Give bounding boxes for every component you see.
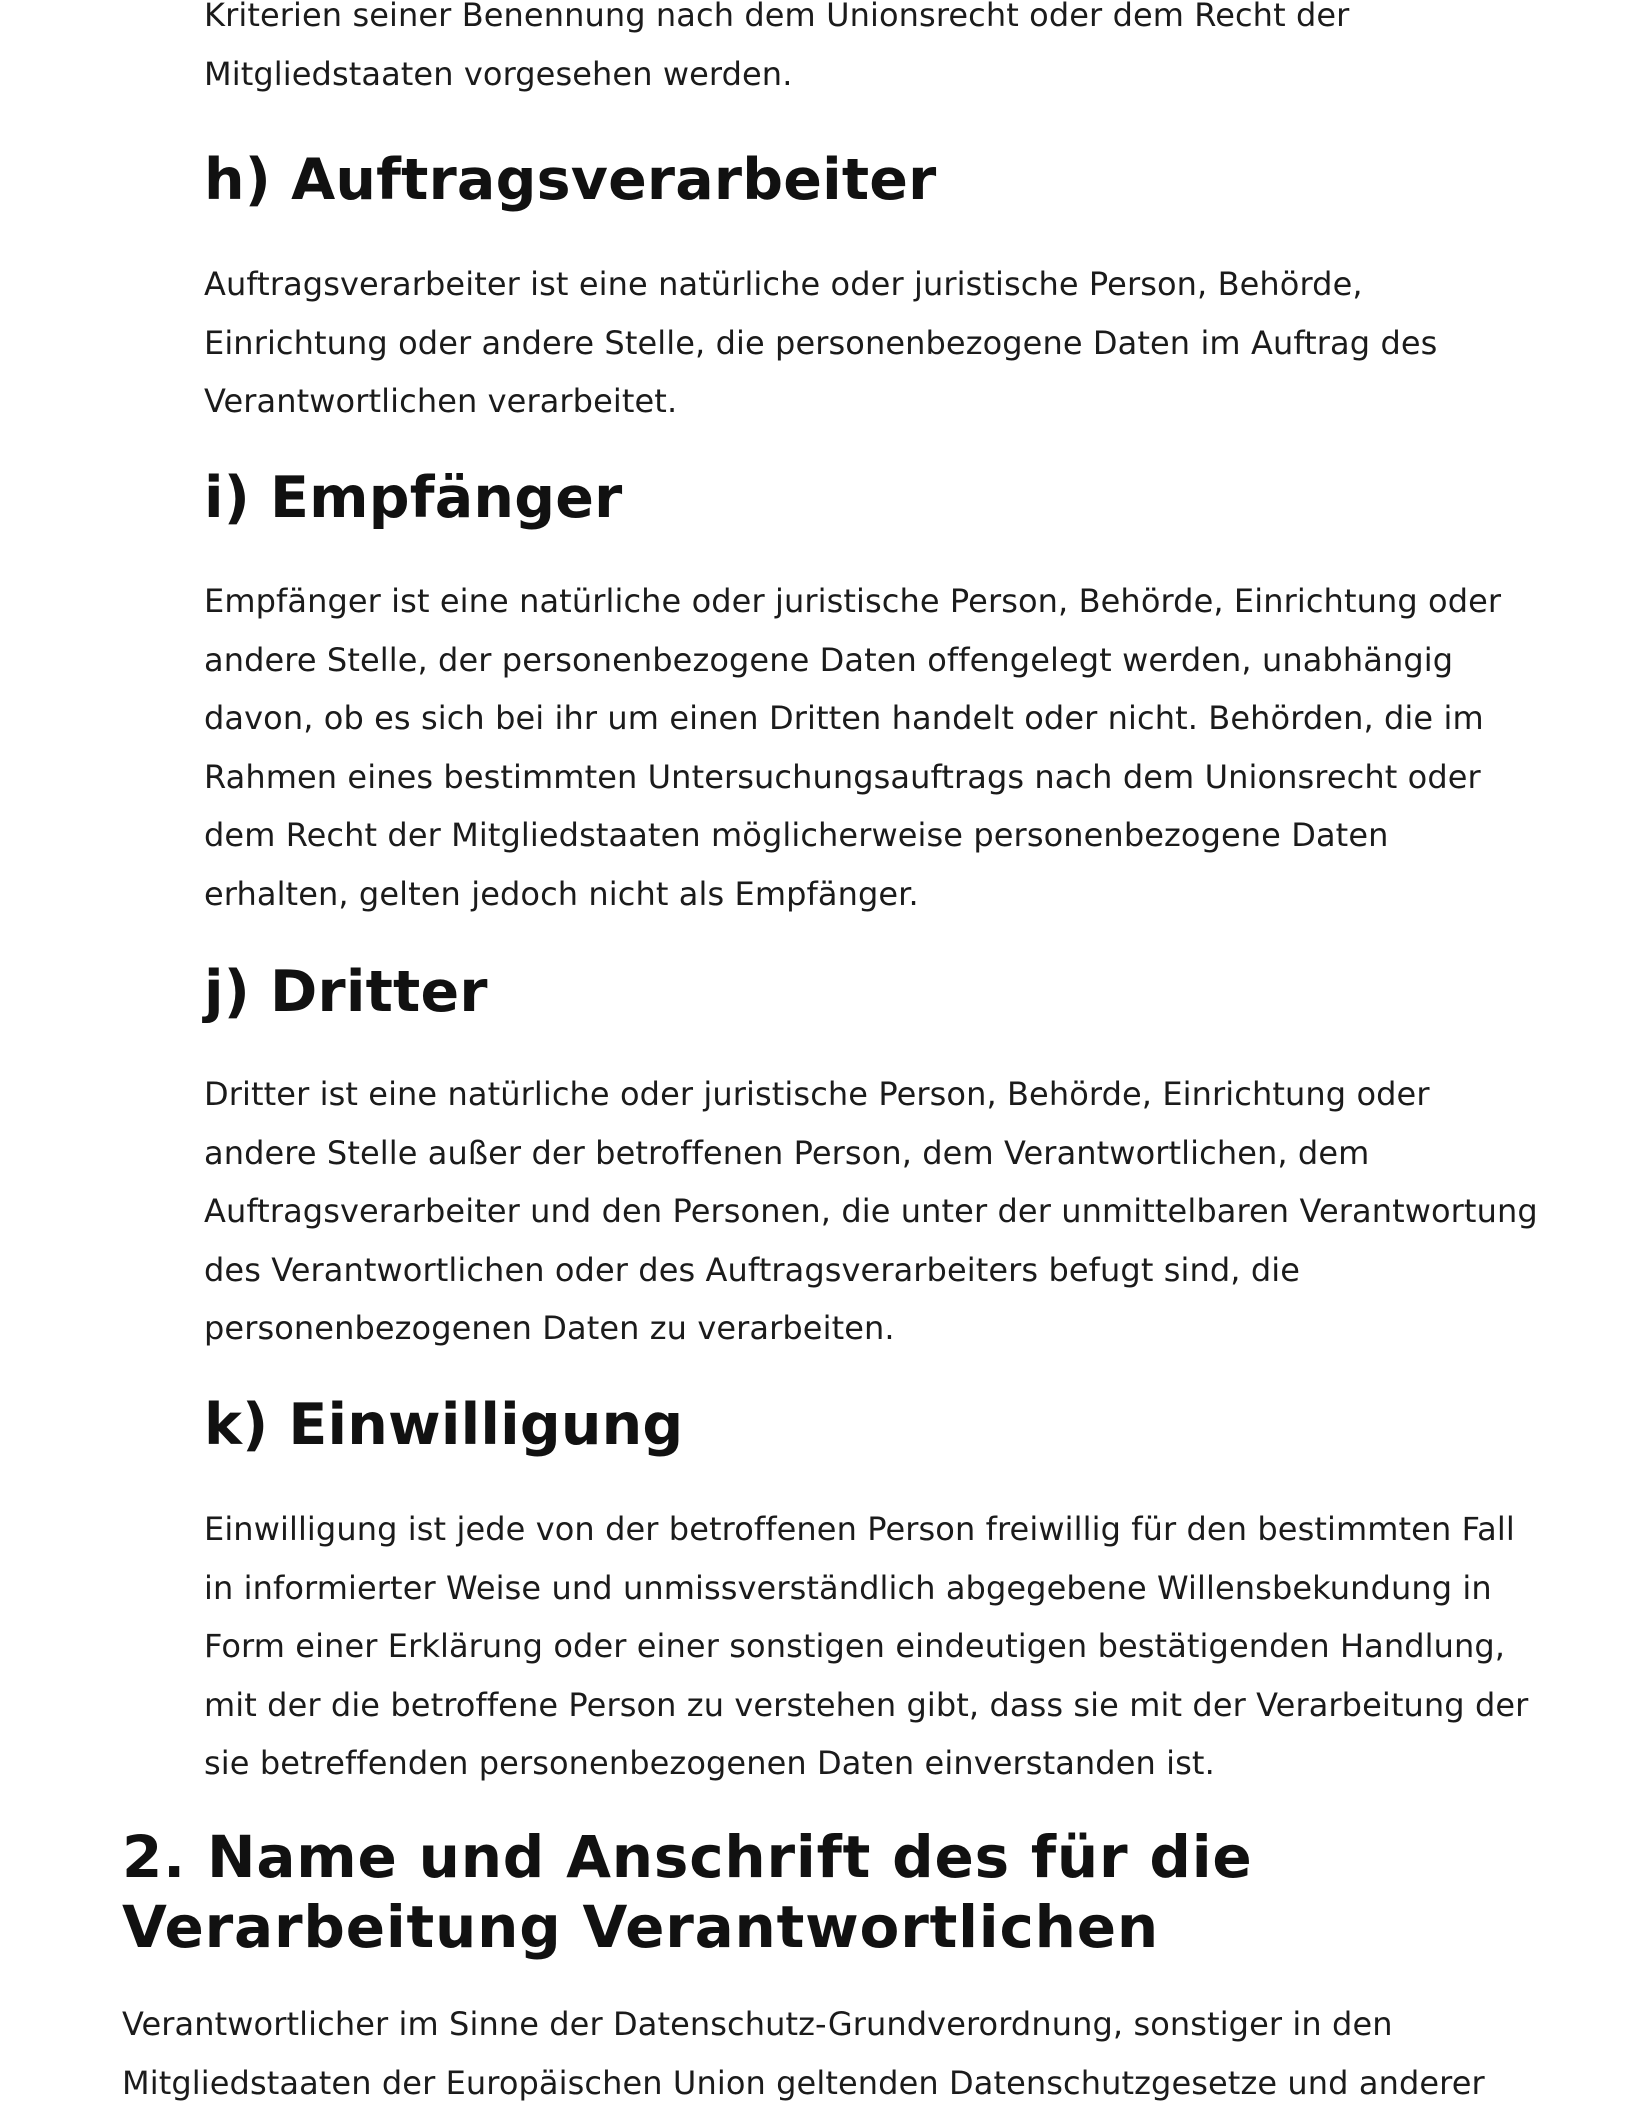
heading-auftragsverarbeiter: h) Auftragsverarbeiter <box>204 147 937 213</box>
paragraph-dritter: Dritter ist eine natürliche oder juristische Person, Behörde, Einrichtung oder andere Stelle außer der betroffenen Person, dem Verantwortlichen, dem Auftragsverarbeiter und den Personen, die unter der unmittelbaren Verantwortung des Verantwortlichen oder des Auftragsverarbeiters befugt sind, die personenbezogenen Daten zu verarbeiten. <box>204 1075 1538 1348</box>
heading-einwilligung: k) Einwilligung <box>204 1392 684 1458</box>
intro-paragraph: Kriterien seiner Benennung nach dem Unionsrecht oder dem Recht der Mitgliedstaaten vorgesehen werden. <box>204 0 1350 93</box>
heading-empfaenger: i) Empfänger <box>204 465 623 531</box>
paragraph-empfaenger: Empfänger ist eine natürliche oder juristische Person, Behörde, Einrichtung oder andere Stelle, der personenbezogene Daten offengelegt werden, unabhängig davon, ob es sich bei ihr um einen Dritten handelt oder nicht. Behörden, die im Rahmen eines bestimmten Untersuchungsauftrags nach dem Unionsrecht oder dem Recht der Mitgliedstaaten möglicherweise personenbezogene Daten erhalten, gelten jedoch nicht als Empfänger. <box>204 582 1502 913</box>
paragraph-auftragsverarbeiter: Auftragsverarbeiter ist eine natürliche oder juristische Person, Behörde, Einrichtung oder andere Stelle, die personenbezogene Daten im Auftrag des Verantwortlichen verarbeitet. <box>204 265 1438 421</box>
heading-section-2: 2. Name und Anschrift des für die Verarbeitung Verantwortlichen <box>122 1823 1253 1961</box>
paragraph-einwilligung: Einwilligung ist jede von der betroffenen Person freiwillig für den bestimmten Fall in informierter Weise und unmissverständlich abgegebene Willensbekundung in Form einer Erklärung oder einer sonstigen eindeutigen bestätigenden Handlung, mit der die betroffene Person zu verstehen gibt, dass sie mit der Verarbeitung der sie betreffenden personenbezogenen Daten einverstanden ist. <box>204 1510 1529 1783</box>
paragraph-section-2: Verantwortlicher im Sinne der Datenschutz-Grundverordnung, sonstiger in den Mitgliedstaaten der Europäischen Union geltenden Datenschutzgesetze und anderer <box>122 2005 1485 2102</box>
heading-dritter: j) Dritter <box>204 959 488 1025</box>
